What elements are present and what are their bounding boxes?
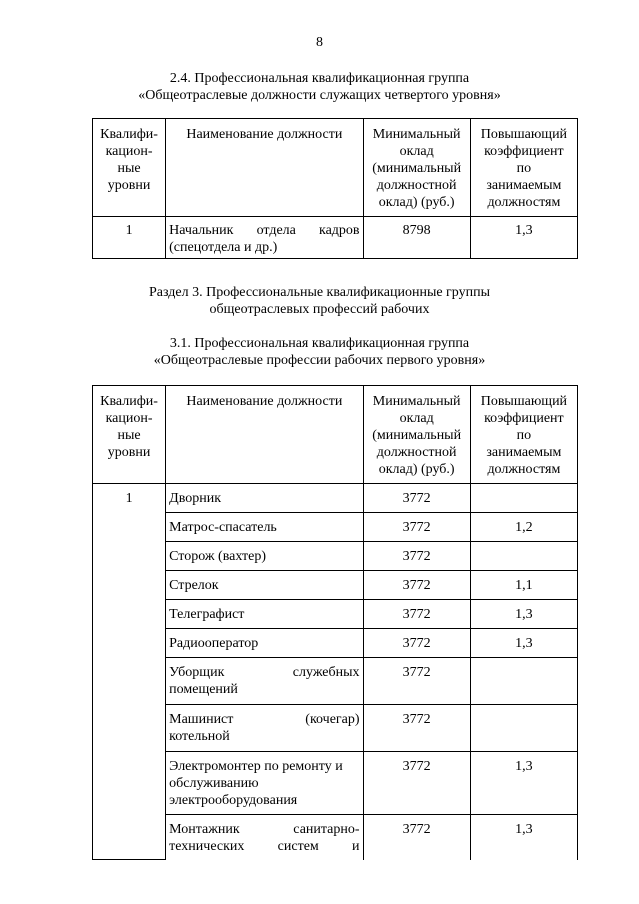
cell-salary: 3772 bbox=[363, 513, 470, 542]
cell-coefficient: 1,3 bbox=[470, 815, 577, 860]
table-header-row bbox=[93, 119, 578, 217]
cell-position: Сторож (вахтер) bbox=[166, 542, 363, 571]
table-row bbox=[93, 752, 578, 815]
section-3-heading bbox=[0, 284, 639, 318]
cell-position: Телеграфист bbox=[166, 600, 363, 629]
section-2-4-heading bbox=[0, 70, 639, 104]
cell-position-line: Уборщик служебных bbox=[169, 665, 360, 680]
table-row bbox=[93, 629, 578, 658]
cell-salary: 3772 bbox=[363, 484, 470, 513]
section-3-title-line1: Раздел 3. Профессиональные квалификационные группы bbox=[148, 285, 491, 300]
cell-position-line: Начальник отдела кадров bbox=[169, 223, 360, 238]
table-row bbox=[93, 484, 578, 513]
cell-salary: 3772 bbox=[363, 815, 470, 860]
cell-coefficient: 1,1 bbox=[470, 571, 577, 600]
header-level: Квалифи- кацион- ные уровни bbox=[93, 119, 166, 217]
table-row bbox=[93, 705, 578, 752]
section-3-title-line2: общеотраслевых профессий рабочих bbox=[209, 302, 430, 317]
table-header-row bbox=[93, 386, 578, 484]
section-2-4-table bbox=[92, 118, 578, 259]
cell-position-line: Монтажник санитарно- bbox=[169, 822, 360, 837]
cell-coefficient: 1,3 bbox=[470, 629, 577, 658]
section-3-1-title-line1: 3.1. Профессиональная квалификационная группа bbox=[169, 336, 470, 351]
cell-position: Радиооператор bbox=[166, 629, 363, 658]
cell-coefficient bbox=[470, 484, 577, 513]
cell-coefficient: 1,3 bbox=[470, 600, 577, 629]
cell-position-line: технических систем и bbox=[169, 839, 360, 854]
cell-position bbox=[166, 815, 363, 860]
cell-position bbox=[166, 217, 363, 259]
cell-position bbox=[166, 705, 363, 752]
table-row bbox=[93, 658, 578, 705]
cell-position-line: помещений bbox=[169, 682, 238, 697]
section-2-4-title-line2: «Общеотраслевые должности служащих четвертого уровня» bbox=[138, 88, 501, 103]
cell-salary: 3772 bbox=[363, 600, 470, 629]
cell-salary: 3772 bbox=[363, 629, 470, 658]
table-row bbox=[93, 815, 578, 860]
header-salary: Минимальный оклад (минимальный должностной оклад) (руб.) bbox=[363, 386, 470, 484]
section-3-1-title-line2: «Общеотраслевые профессии рабочих первого уровня» bbox=[153, 353, 486, 368]
cell-level: 1 bbox=[93, 484, 166, 860]
cell-salary: 3772 bbox=[363, 571, 470, 600]
cell-coefficient bbox=[470, 658, 577, 705]
cell-salary: 3772 bbox=[363, 542, 470, 571]
cell-salary: 3772 bbox=[363, 705, 470, 752]
header-coefficient: Повышающий коэффициент по занимаемым должностям bbox=[470, 119, 577, 217]
cell-salary: 3772 bbox=[363, 658, 470, 705]
table-row bbox=[93, 600, 578, 629]
cell-position-line: обслуживанию bbox=[169, 776, 259, 791]
section-3-1-table bbox=[92, 385, 578, 860]
cell-position-line: котельной bbox=[169, 729, 230, 744]
cell-position-line: (спецотдела и др.) bbox=[169, 240, 278, 255]
cell-position: Стрелок bbox=[166, 571, 363, 600]
table-row bbox=[93, 217, 578, 259]
header-position: Наименование должности bbox=[166, 386, 363, 484]
table-row bbox=[93, 513, 578, 542]
table-row bbox=[93, 542, 578, 571]
cell-coefficient: 1,3 bbox=[470, 752, 577, 815]
cell-coefficient bbox=[470, 542, 577, 571]
cell-position bbox=[166, 752, 363, 815]
cell-coefficient: 1,2 bbox=[470, 513, 577, 542]
cell-position-line: Электромонтер по ремонту и bbox=[169, 759, 343, 774]
cell-level: 1 bbox=[93, 217, 166, 259]
page-number: 8 bbox=[316, 35, 323, 50]
table-row bbox=[93, 571, 578, 600]
cell-position: Дворник bbox=[166, 484, 363, 513]
section-3-1-heading bbox=[0, 335, 639, 369]
header-position: Наименование должности bbox=[166, 119, 363, 217]
cell-coefficient: 1,3 bbox=[470, 217, 577, 259]
cell-position: Матрос-спасатель bbox=[166, 513, 363, 542]
cell-position-line: Машинист (кочегар) bbox=[169, 712, 360, 727]
cell-salary: 8798 bbox=[363, 217, 470, 259]
cell-position bbox=[166, 658, 363, 705]
section-2-4-title-line1: 2.4. Профессиональная квалификационная группа bbox=[169, 71, 470, 86]
header-level: Квалифи- кацион- ные уровни bbox=[93, 386, 166, 484]
cell-salary: 3772 bbox=[363, 752, 470, 815]
header-coefficient: Повышающий коэффициент по занимаемым должностям bbox=[470, 386, 577, 484]
cell-position-line: электрооборудования bbox=[169, 793, 298, 808]
cell-coefficient bbox=[470, 705, 577, 752]
header-salary: Минимальный оклад (минимальный должностной оклад) (руб.) bbox=[363, 119, 470, 217]
